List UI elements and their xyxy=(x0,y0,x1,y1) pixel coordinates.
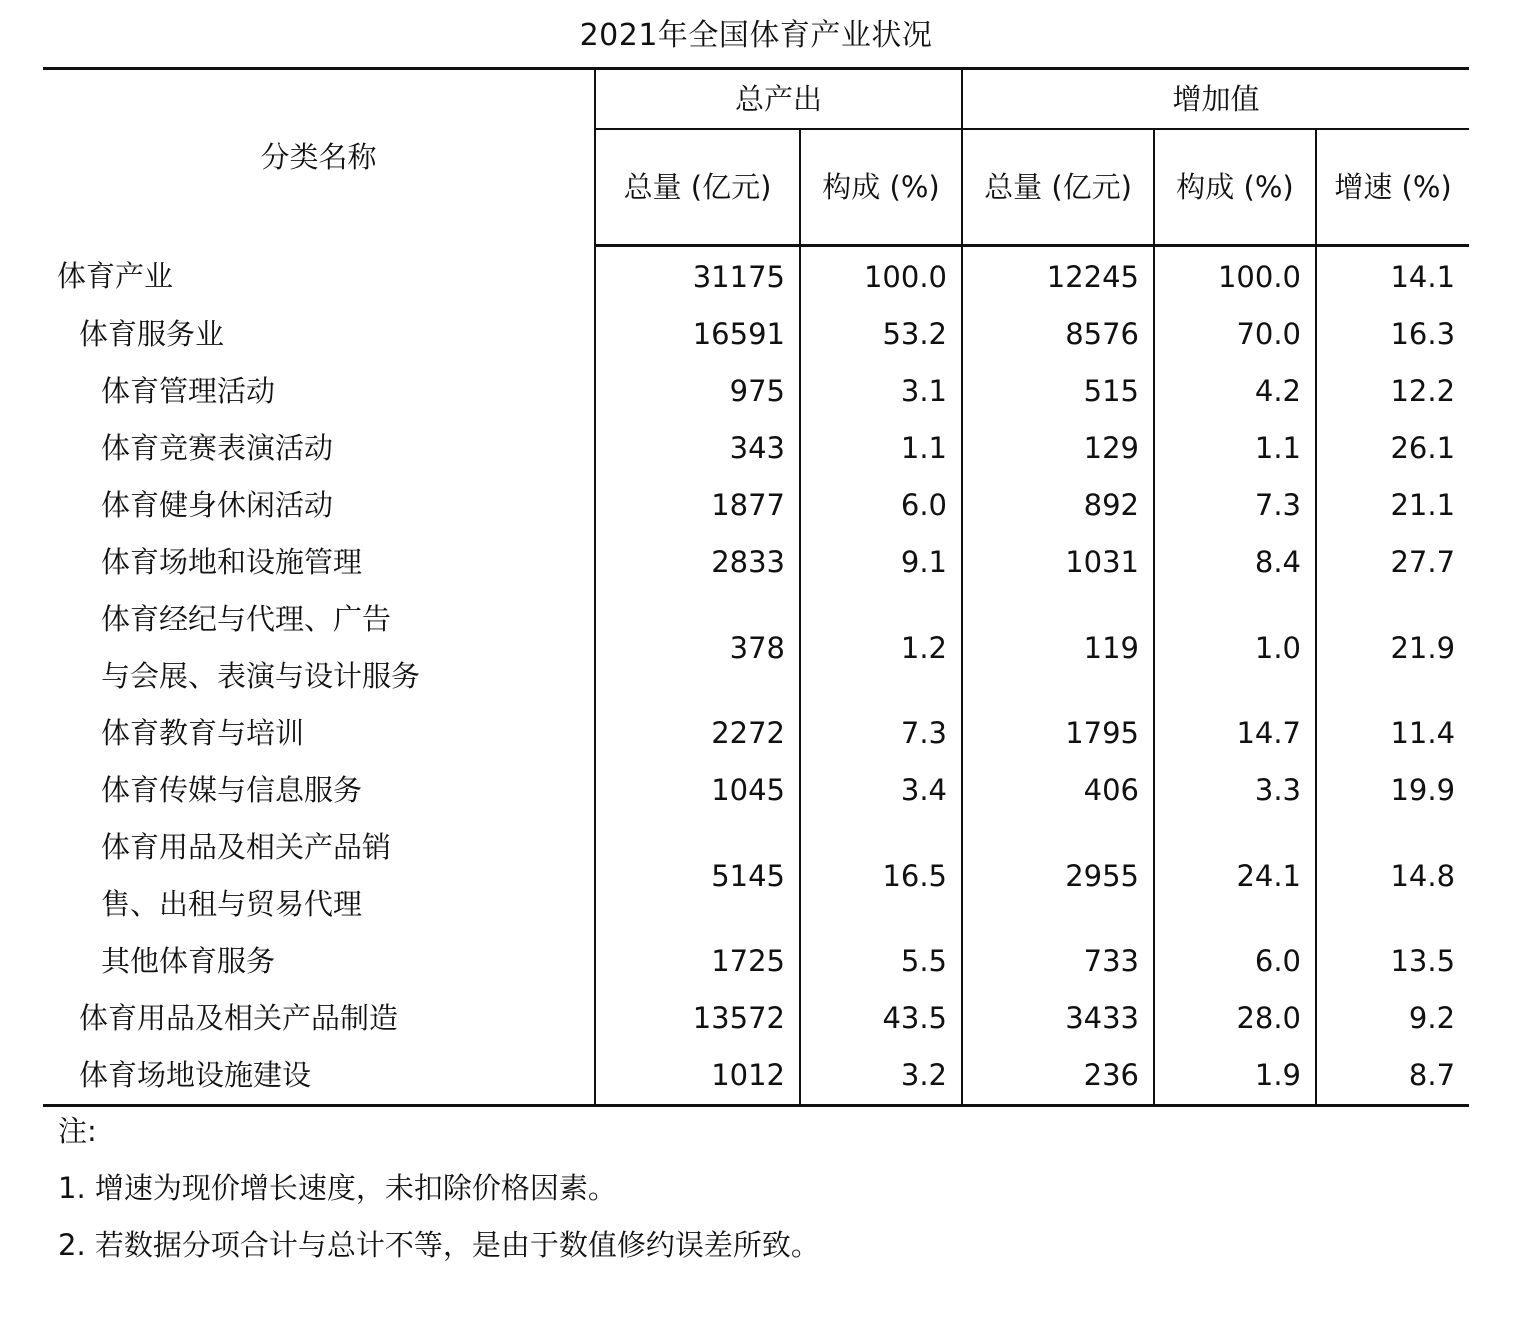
output-total-header xyxy=(595,129,800,246)
cell-output-share: 43.5 xyxy=(800,990,962,1047)
row-category-name xyxy=(43,534,595,591)
output-share-header xyxy=(800,129,962,246)
va-growth-header xyxy=(1316,129,1469,246)
value-added-group-header: 增加值 xyxy=(962,69,1469,130)
cell-va-share: 14.7 xyxy=(1154,705,1316,762)
cell-va-share: 1.0 xyxy=(1154,591,1316,705)
row-category-name xyxy=(43,246,595,307)
cell-output-total: 343 xyxy=(595,420,800,477)
cell-va-total: 1031 xyxy=(962,534,1154,591)
sports-industry-table xyxy=(43,67,1469,1107)
cell-output-share: 100.0 xyxy=(800,246,962,307)
va-share-header xyxy=(1154,129,1316,246)
row-category-name-line: 体育用品及相关产品制造 xyxy=(79,1001,399,1035)
cell-output-total: 1045 xyxy=(595,762,800,819)
va-share-header-label: 构成 xyxy=(1176,169,1235,204)
cell-va-total: 129 xyxy=(962,420,1154,477)
output-total-header-label: 总量 xyxy=(623,169,682,204)
cell-va-total: 515 xyxy=(962,363,1154,420)
cell-va-growth: 14.1 xyxy=(1316,246,1469,307)
cell-va-growth: 8.7 xyxy=(1316,1047,1469,1106)
row-category-name xyxy=(43,762,595,819)
cell-output-total: 13572 xyxy=(595,990,800,1047)
cell-va-growth: 12.2 xyxy=(1316,363,1469,420)
table-row xyxy=(43,363,1469,420)
cell-va-growth: 21.1 xyxy=(1316,477,1469,534)
table-row xyxy=(43,762,1469,819)
row-category-name xyxy=(43,591,595,705)
output-total-header-unit: (亿元) xyxy=(690,169,772,204)
cell-output-total: 5145 xyxy=(595,819,800,933)
category-header: 分类名称 xyxy=(43,69,595,246)
cell-va-growth: 11.4 xyxy=(1316,705,1469,762)
cell-va-growth: 9.2 xyxy=(1316,990,1469,1047)
table-row xyxy=(43,1047,1469,1106)
row-category-name-line: 体育管理活动 xyxy=(101,374,276,408)
table-row xyxy=(43,933,1469,990)
notes-heading: 注: xyxy=(58,1114,97,1148)
cell-va-share: 24.1 xyxy=(1154,819,1316,933)
row-category-name-line: 体育竞赛表演活动 xyxy=(101,431,334,465)
va-total-header-unit: (亿元) xyxy=(1051,169,1132,204)
cell-va-growth: 19.9 xyxy=(1316,762,1469,819)
row-category-name-line: 体育传媒与信息服务 xyxy=(101,773,363,807)
row-category-name xyxy=(43,363,595,420)
row-category-name xyxy=(43,1047,595,1106)
note-item: 1. 增速为现价增长速度，未扣除价格因素。 xyxy=(58,1171,617,1205)
row-category-name-line: 体育教育与培训 xyxy=(101,716,305,750)
row-category-name xyxy=(43,705,595,762)
row-category-name-line: 与会展、表演与设计服务 xyxy=(101,659,421,693)
va-total-header-label: 总量 xyxy=(984,169,1043,204)
row-category-name-line: 体育用品及相关产品销 xyxy=(101,830,392,864)
va-total-header xyxy=(962,129,1154,246)
cell-va-growth: 16.3 xyxy=(1316,306,1469,363)
cell-va-growth: 21.9 xyxy=(1316,591,1469,705)
cell-va-total: 733 xyxy=(962,933,1154,990)
cell-va-share: 4.2 xyxy=(1154,363,1316,420)
table-row xyxy=(43,990,1469,1047)
row-category-name xyxy=(43,933,595,990)
cell-va-share: 7.3 xyxy=(1154,477,1316,534)
table-title: 2021年全国体育产业状况 xyxy=(579,18,933,53)
cell-va-total: 119 xyxy=(962,591,1154,705)
cell-output-share: 1.1 xyxy=(800,420,962,477)
row-category-name-line: 体育产业 xyxy=(57,259,174,294)
output-share-header-unit: (%) xyxy=(889,169,940,204)
row-category-name-line: 体育经纪与代理、广告 xyxy=(101,602,392,636)
cell-output-share: 53.2 xyxy=(800,306,962,363)
cell-output-total: 1877 xyxy=(595,477,800,534)
cell-va-total: 8576 xyxy=(962,306,1154,363)
va-share-header-unit: (%) xyxy=(1243,169,1294,204)
row-category-name-line: 体育场地设施建设 xyxy=(79,1058,312,1092)
cell-output-total: 975 xyxy=(595,363,800,420)
cell-va-growth: 27.7 xyxy=(1316,534,1469,591)
cell-va-share: 3.3 xyxy=(1154,762,1316,819)
table-row xyxy=(43,819,1469,933)
note-item: 2. 若数据分项合计与总计不等，是由于数值修约误差所致。 xyxy=(58,1228,820,1262)
cell-va-share: 8.4 xyxy=(1154,534,1316,591)
row-category-name-line: 体育服务业 xyxy=(79,317,225,351)
cell-output-share: 6.0 xyxy=(800,477,962,534)
table-body xyxy=(43,246,1469,1106)
row-category-name xyxy=(43,477,595,534)
cell-output-total: 2833 xyxy=(595,534,800,591)
cell-va-share: 100.0 xyxy=(1154,246,1316,307)
cell-output-share: 5.5 xyxy=(800,933,962,990)
cell-va-growth: 13.5 xyxy=(1316,933,1469,990)
cell-output-total: 16591 xyxy=(595,306,800,363)
cell-va-share: 1.1 xyxy=(1154,420,1316,477)
cell-va-share: 1.9 xyxy=(1154,1047,1316,1106)
cell-va-share: 6.0 xyxy=(1154,933,1316,990)
va-growth-header-unit: (%) xyxy=(1401,169,1452,204)
cell-va-share: 28.0 xyxy=(1154,990,1316,1047)
cell-va-total: 12245 xyxy=(962,246,1154,307)
table-row xyxy=(43,591,1469,705)
row-category-name-line: 体育健身休闲活动 xyxy=(101,488,334,522)
row-category-name-line: 售、出租与贸易代理 xyxy=(101,887,363,921)
cell-va-total: 1795 xyxy=(962,705,1154,762)
row-category-name xyxy=(43,819,595,933)
table-row xyxy=(43,306,1469,363)
cell-output-total: 1012 xyxy=(595,1047,800,1106)
cell-va-growth: 14.8 xyxy=(1316,819,1469,933)
cell-va-growth: 26.1 xyxy=(1316,420,1469,477)
cell-output-total: 31175 xyxy=(595,246,800,307)
table-row xyxy=(43,420,1469,477)
table-row xyxy=(43,246,1469,307)
table-row xyxy=(43,705,1469,762)
cell-output-share: 9.1 xyxy=(800,534,962,591)
cell-output-total: 378 xyxy=(595,591,800,705)
cell-va-total: 236 xyxy=(962,1047,1154,1106)
va-growth-header-label: 增速 xyxy=(1334,169,1393,204)
cell-output-total: 2272 xyxy=(595,705,800,762)
row-category-name-line: 其他体育服务 xyxy=(101,944,276,978)
cell-output-share: 3.2 xyxy=(800,1047,962,1106)
cell-output-share: 3.1 xyxy=(800,363,962,420)
cell-output-total: 1725 xyxy=(595,933,800,990)
cell-va-total: 3433 xyxy=(962,990,1154,1047)
cell-va-total: 406 xyxy=(962,762,1154,819)
row-category-name xyxy=(43,420,595,477)
cell-output-share: 16.5 xyxy=(800,819,962,933)
cell-va-total: 2955 xyxy=(962,819,1154,933)
row-category-name-line: 体育场地和设施管理 xyxy=(101,545,363,579)
output-share-header-label: 构成 xyxy=(822,169,881,204)
row-category-name xyxy=(43,990,595,1047)
output-group-header: 总产出 xyxy=(595,69,962,130)
cell-output-share: 7.3 xyxy=(800,705,962,762)
row-category-name xyxy=(43,306,595,363)
cell-output-share: 3.4 xyxy=(800,762,962,819)
cell-va-share: 70.0 xyxy=(1154,306,1316,363)
cell-va-total: 892 xyxy=(962,477,1154,534)
notes xyxy=(58,1103,820,1274)
table-row xyxy=(43,477,1469,534)
table-row xyxy=(43,534,1469,591)
cell-output-share: 1.2 xyxy=(800,591,962,705)
